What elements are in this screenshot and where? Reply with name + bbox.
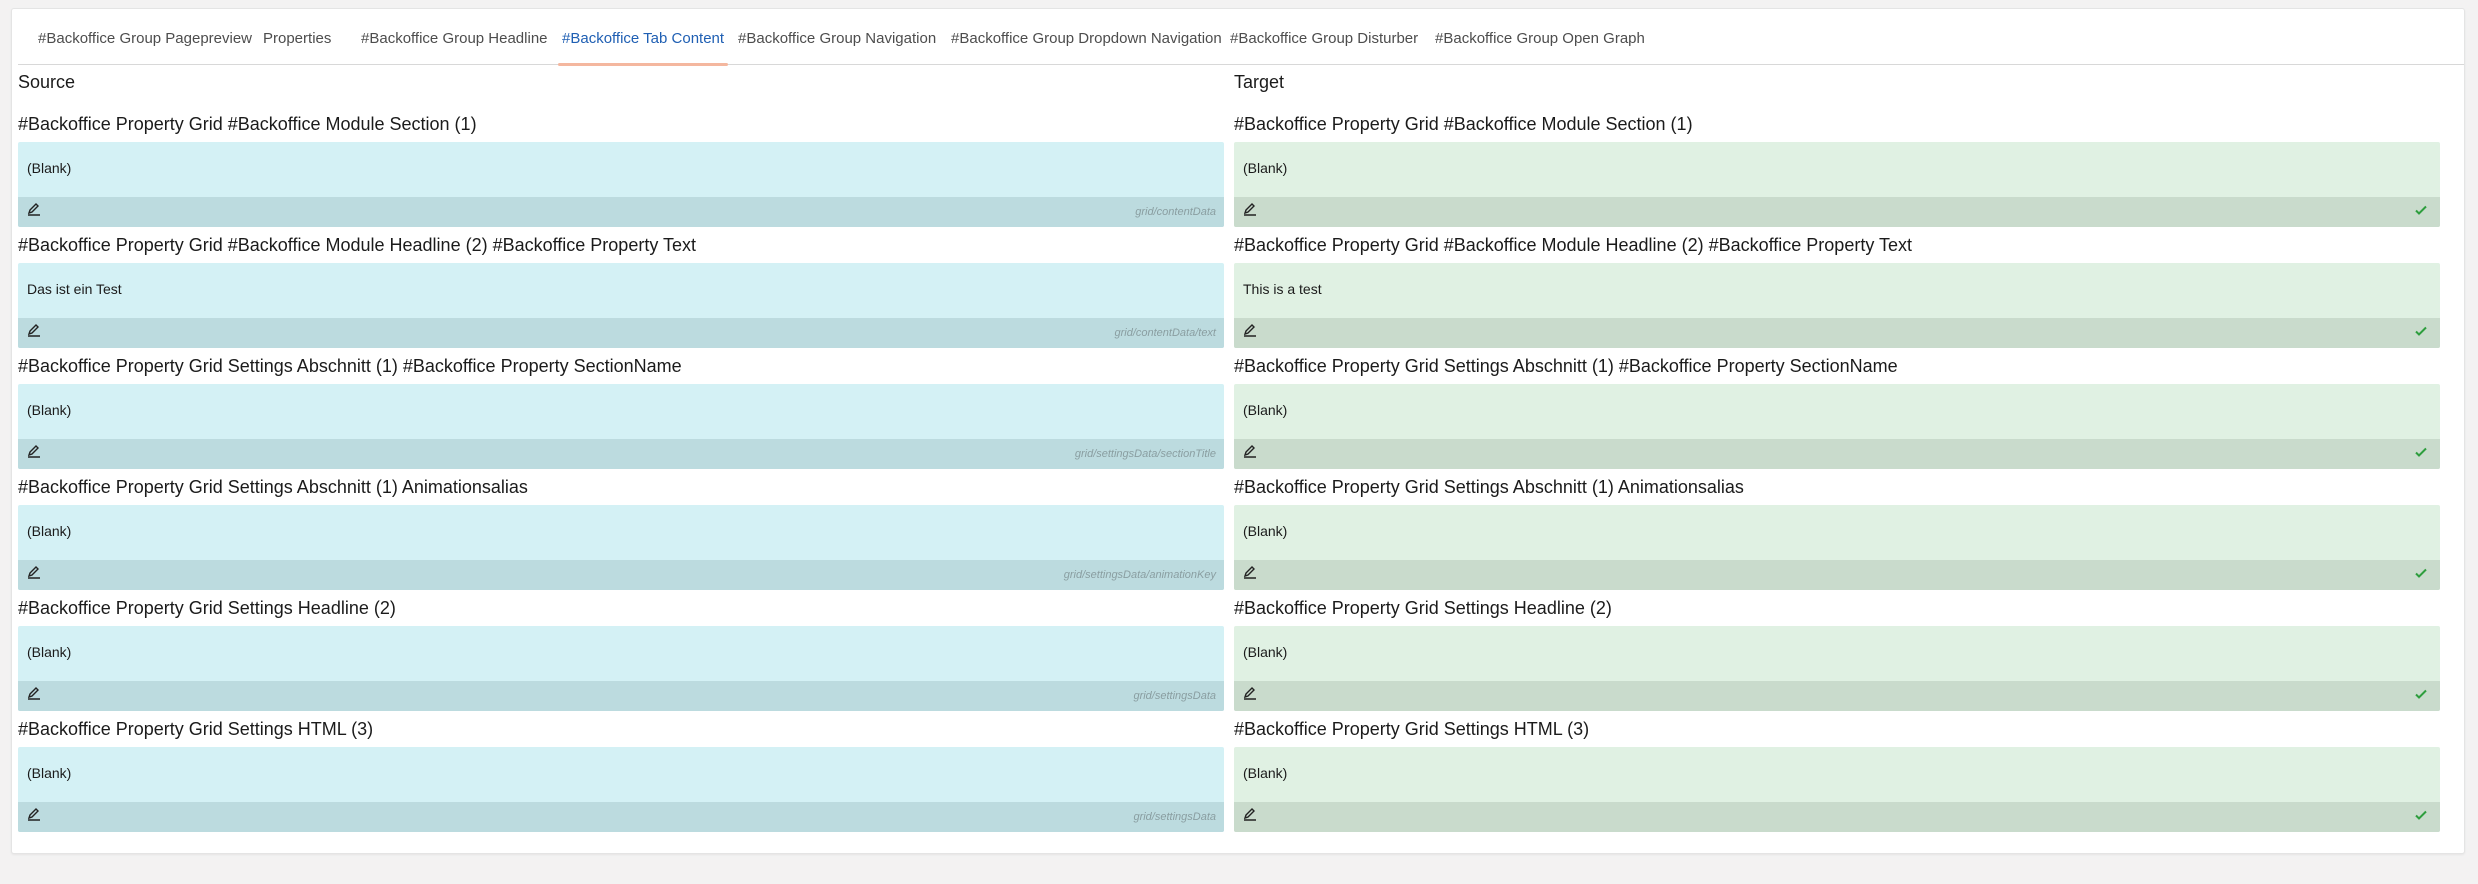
field-title: #Backoffice Property Grid #Backoffice Module Section (1) (1234, 114, 1693, 134)
field-value: This is a test (1243, 281, 1322, 297)
field-title: #Backoffice Property Grid Settings Abschnitt (1) #Backoffice Property SectionName (1234, 356, 1898, 376)
target-field (1234, 477, 2440, 598)
source-value-box[interactable] (18, 747, 1224, 832)
target-value-box[interactable] (1234, 263, 2440, 348)
check-icon (2414, 566, 2428, 580)
field-title: #Backoffice Property Grid #Backoffice Module Headline (2) #Backoffice Property Text (18, 235, 697, 255)
tab-group-headline[interactable]: #Backoffice Group Headline (361, 30, 548, 47)
field-value: (Blank) (1243, 160, 1288, 176)
source-value-box[interactable] (18, 626, 1224, 711)
tab-group-disturber[interactable]: #Backoffice Group Disturber (1230, 30, 1419, 47)
target-field (1234, 114, 2440, 235)
edit-icon[interactable] (26, 444, 42, 460)
field-title: #Backoffice Property Grid Settings Abschnitt (1) Animationsalias (18, 477, 528, 497)
field-path: grid/contentData (1135, 206, 1216, 218)
source-field (18, 719, 1224, 840)
edit-icon[interactable] (26, 202, 42, 218)
source-value-box[interactable] (18, 505, 1224, 590)
field-title: #Backoffice Property Grid Settings Abschnitt (1) Animationsalias (1234, 477, 1744, 497)
field-toolbar (1234, 318, 2440, 348)
check-icon (2414, 324, 2428, 338)
target-value-box[interactable] (1234, 384, 2440, 469)
edit-icon[interactable] (26, 686, 42, 702)
field-value: Das ist ein Test (27, 281, 122, 297)
field-path: grid/settingsData/animationKey (1063, 569, 1216, 581)
edit-icon[interactable] (1242, 565, 1258, 581)
field-toolbar (18, 802, 1224, 832)
tab-group-navigation[interactable]: #Backoffice Group Navigation (738, 30, 937, 47)
field-toolbar (18, 318, 1224, 348)
source-field (18, 114, 1224, 235)
edit-icon[interactable] (26, 565, 42, 581)
source-field (18, 598, 1224, 719)
target-value-box[interactable] (1234, 505, 2440, 590)
field-title: #Backoffice Property Grid #Backoffice Module Section (1) (18, 114, 477, 134)
target-field (1234, 719, 2440, 840)
field-path: grid/settingsData (1133, 690, 1216, 702)
field-path: grid/settingsData/sectionTitle (1074, 448, 1216, 460)
field-toolbar (1234, 560, 2440, 590)
source-value-box[interactable] (18, 263, 1224, 348)
field-value: (Blank) (27, 523, 72, 539)
tab-properties[interactable]: Properties (263, 30, 332, 47)
edit-icon[interactable] (1242, 323, 1258, 339)
edit-icon[interactable] (1242, 444, 1258, 460)
source-field (18, 356, 1224, 477)
field-title: #Backoffice Property Grid Settings HTML (3) (1234, 719, 1590, 739)
tab-bar (18, 9, 2464, 65)
edit-icon[interactable] (1242, 686, 1258, 702)
target-value-box[interactable] (1234, 626, 2440, 711)
source-value-box[interactable] (18, 142, 1224, 227)
field-toolbar (18, 197, 1224, 227)
field-value: (Blank) (1243, 402, 1288, 418)
field-toolbar (1234, 802, 2440, 832)
tab-group-pagepreview[interactable]: #Backoffice Group Pagepreview (38, 30, 253, 47)
tab-content[interactable]: #Backoffice Tab Content (562, 9, 724, 65)
edit-icon[interactable] (26, 807, 42, 823)
source-field (18, 235, 1224, 356)
field-title: #Backoffice Property Grid Settings HTML (3) (18, 719, 374, 739)
target-title: Target (1234, 72, 1285, 92)
field-path: grid/contentData/text (1114, 327, 1216, 339)
check-icon (2414, 687, 2428, 701)
source-value-box[interactable] (18, 384, 1224, 469)
field-title: #Backoffice Property Grid Settings Headline (2) (1234, 598, 1612, 618)
field-toolbar (1234, 681, 2440, 711)
check-icon (2414, 445, 2428, 459)
field-title: #Backoffice Property Grid Settings Abschnitt (1) #Backoffice Property SectionName (18, 356, 682, 376)
edit-icon[interactable] (1242, 807, 1258, 823)
edit-icon[interactable] (1242, 202, 1258, 218)
field-value: (Blank) (27, 765, 72, 781)
field-value: (Blank) (27, 402, 72, 418)
target-field (1234, 356, 2440, 477)
field-toolbar (18, 439, 1224, 469)
target-value-box[interactable] (1234, 747, 2440, 832)
field-toolbar (18, 681, 1224, 711)
field-value: (Blank) (1243, 765, 1288, 781)
target-value-box[interactable] (1234, 142, 2440, 227)
field-value: (Blank) (1243, 523, 1288, 539)
target-field (1234, 598, 2440, 719)
target-field (1234, 235, 2440, 356)
check-icon (2414, 808, 2428, 822)
edit-icon[interactable] (26, 323, 42, 339)
field-path: grid/settingsData (1133, 811, 1216, 823)
field-value: (Blank) (27, 644, 72, 660)
field-toolbar (18, 560, 1224, 590)
field-toolbar (1234, 439, 2440, 469)
field-title: #Backoffice Property Grid Settings Headline (2) (18, 598, 396, 618)
tab-group-dropdown-navigation[interactable]: #Backoffice Group Dropdown Navigation (951, 30, 1222, 47)
field-value: (Blank) (1243, 644, 1288, 660)
tab-group-open-graph[interactable]: #Backoffice Group Open Graph (1435, 30, 1645, 47)
field-toolbar (1234, 197, 2440, 227)
field-title: #Backoffice Property Grid #Backoffice Module Headline (2) #Backoffice Property Text (1234, 235, 1913, 255)
field-value: (Blank) (27, 160, 72, 176)
source-field (18, 477, 1224, 598)
check-icon (2414, 203, 2428, 217)
source-title: Source (18, 72, 76, 92)
